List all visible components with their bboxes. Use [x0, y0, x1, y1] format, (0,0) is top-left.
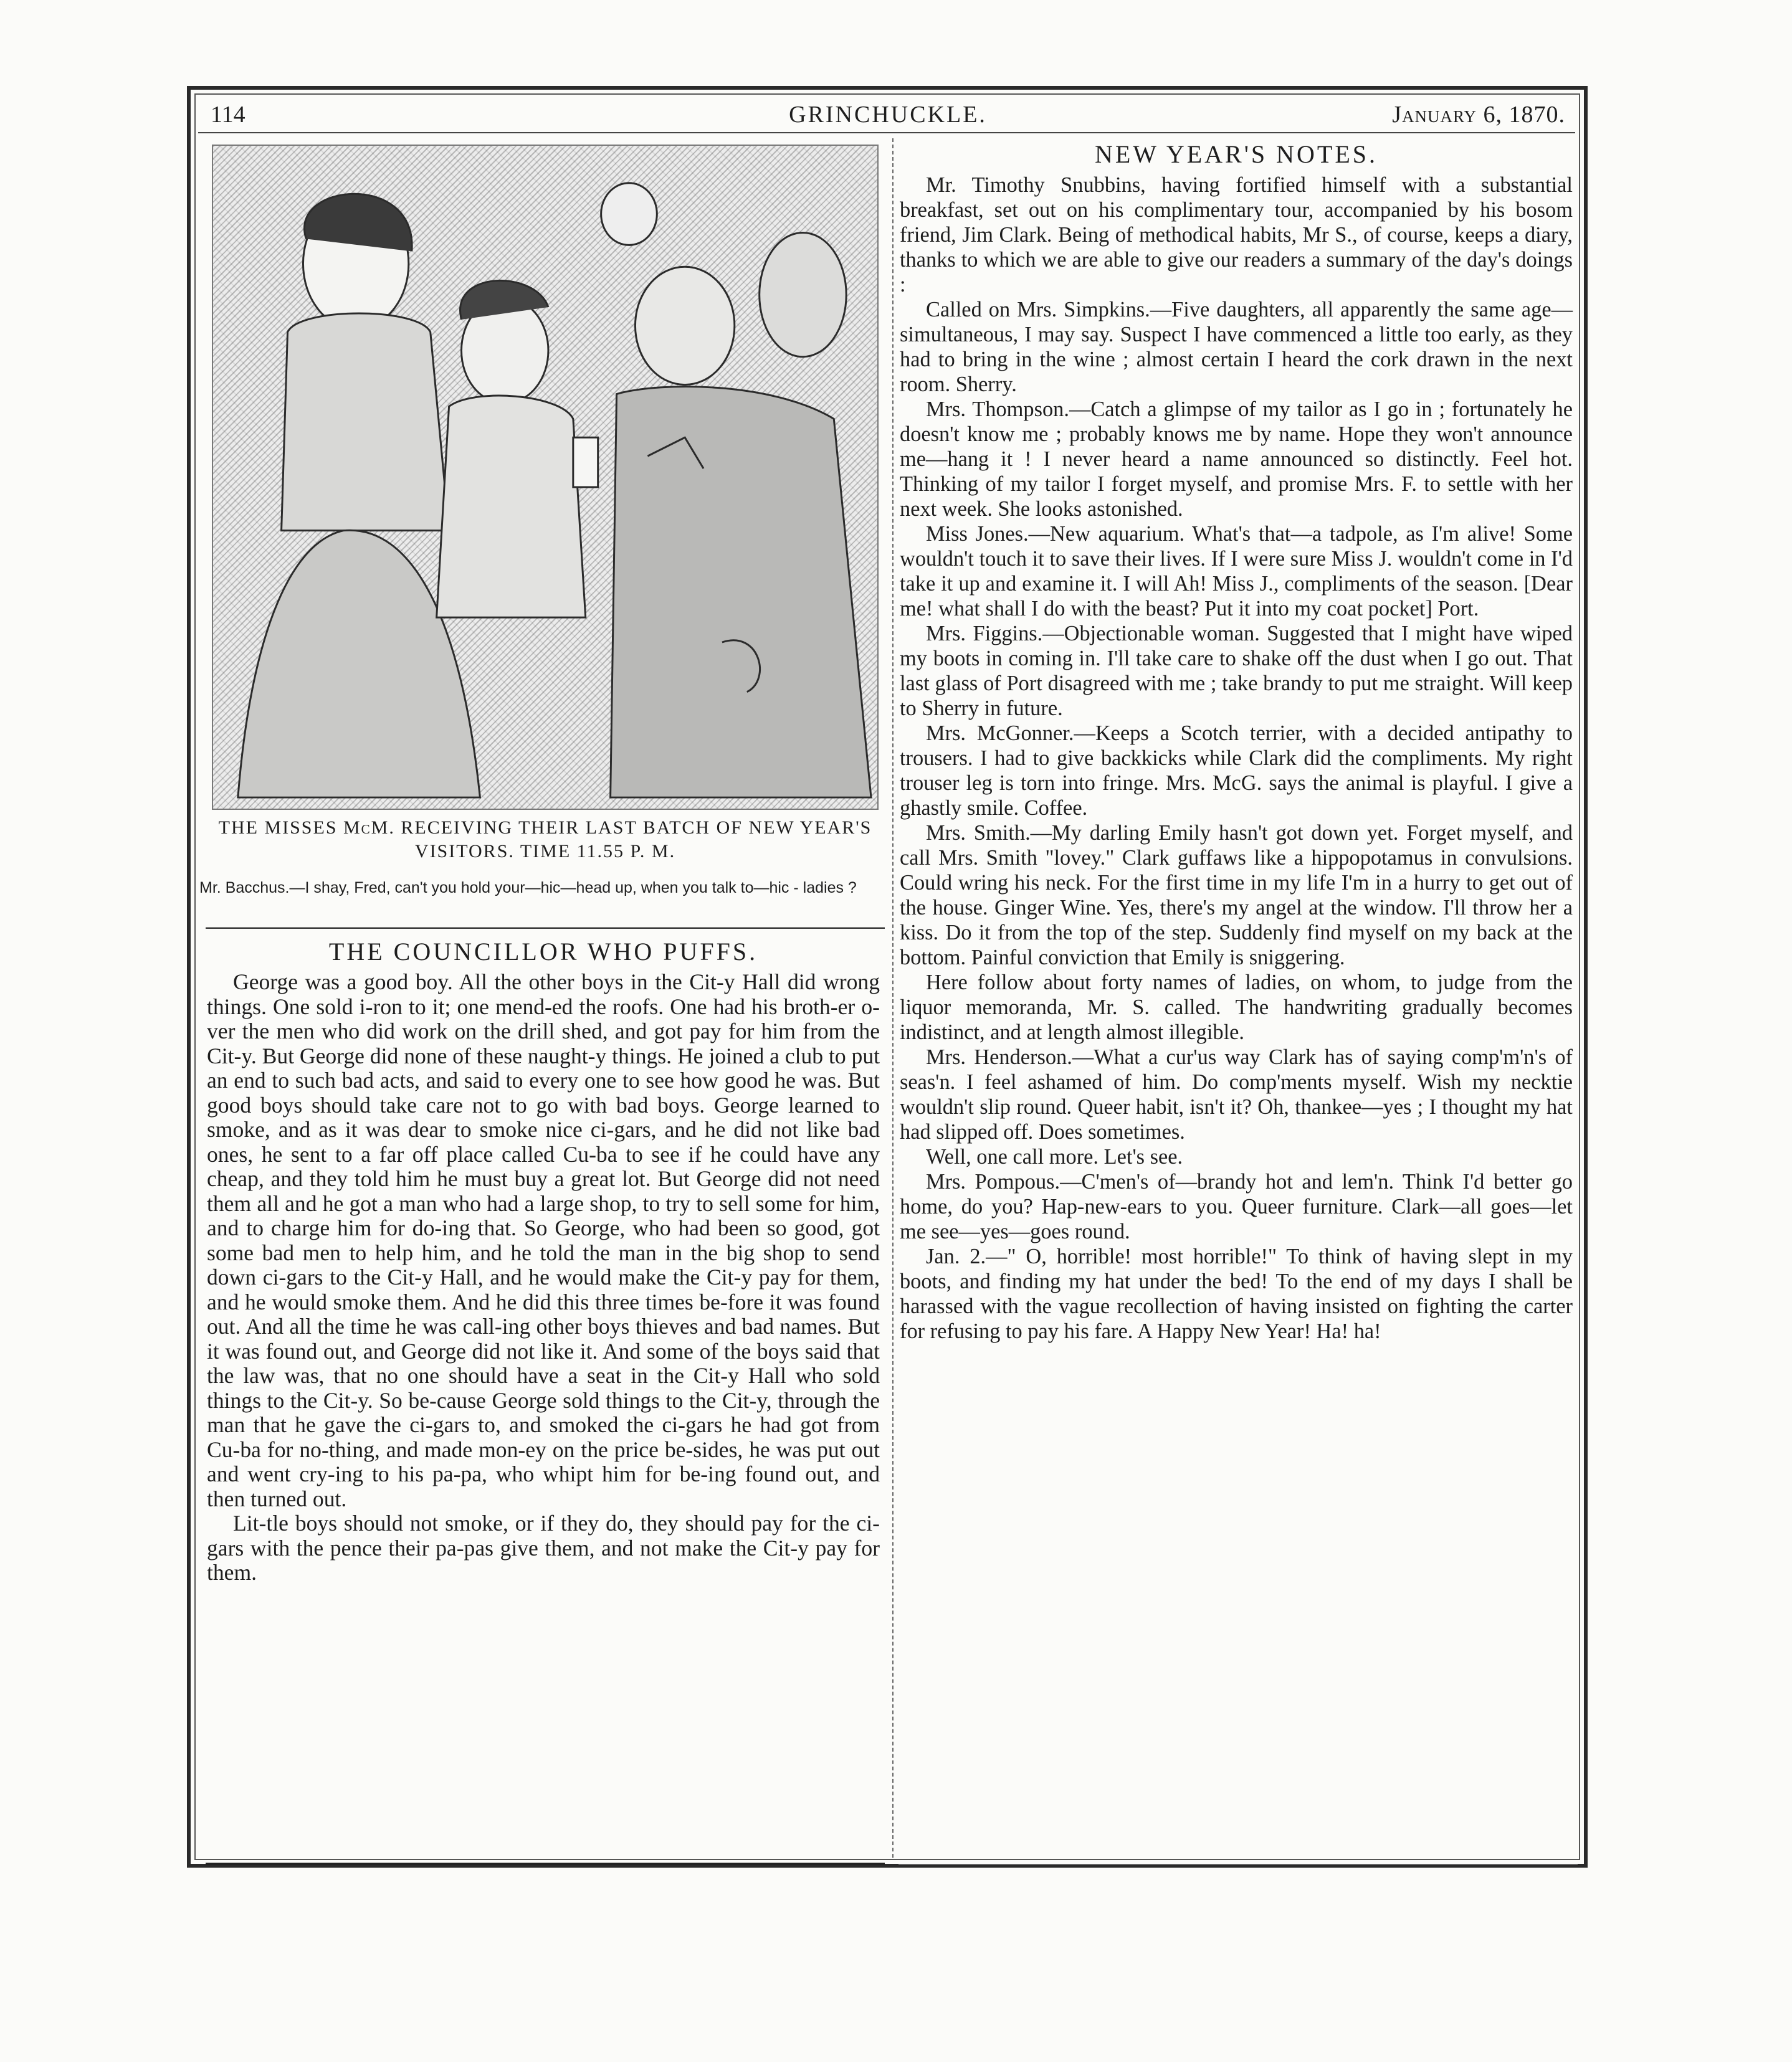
engraving-illustration: [212, 145, 879, 810]
paragraph: Lit-tle boys should not smoke, or if they do, they should pay for the ci-gars with the pence their pa-pas give them, and not make the Cit-y pay for them.: [207, 1511, 880, 1585]
publication-title: GRINCHUCKLE.: [789, 102, 987, 128]
paragraph: Mrs. Figgins.—Objectionable woman. Suggested that I might have wiped my boots in coming in. I'll take care to shake off the dust when I go out. That last glass of Port disagreed with me ; take brandy to put me straight. Will keep to Sherry in future.: [900, 622, 1573, 720]
paragraph: Well, one call more. Let's see.: [926, 1145, 1183, 1169]
paragraph: Jan. 2.—" O, horrible! most horrible!" To think of having slept in my boots, and finding my hat under the bed! To the end of my days I shall be harassed with the vague recollection of having insisted on fighting the carter for refusing to pay his fare. A Happy New Year! Ha! ha!: [900, 1245, 1573, 1343]
engraving-sketch: [213, 146, 877, 809]
article-body: [900, 173, 1573, 1344]
article-title: THE COUNCILLOR WHO PUFFS.: [328, 938, 758, 966]
page-header: [206, 98, 1570, 130]
paragraph: Mrs. Henderson.—What a cur'us way Clark has of saying comp'm'n's of seas'n. I feel ashamed of him. Do comp'ments myself. Wish my necktie wouldn't slip round. Queer habit, isn't it? Oh, thankee—yes ; I thought my hat had slipped off. Does sometimes.: [900, 1045, 1573, 1144]
right-column: [900, 140, 1573, 1344]
paragraph: Miss Jones.—New aquarium. What's that—a tadpole, as I'm alive! Some wouldn't touch it to save their lives. If I were sure Miss J. wouldn't come in I'd take it up and examine it. I will Ah! Miss J., compliments of the season. [Dear me! what shall I do with the beast? Put it into my coat pocket] Port.: [900, 522, 1573, 620]
paragraph: Mrs. McGonner.—Keeps a Scotch terrier, with a decided antipathy to trousers. I had to give backkicks while Clark did the compliments. My right trouser leg is torn into fringe. Mrs. McG. says the animal is playful. I give a ghastly smile. Coffee.: [900, 721, 1573, 820]
paragraph: George was a good boy. All the other boys in the Cit-y Hall did wrong things. One sold i-ron to it; one mend-ed the roofs. One had his broth-er o-ver the men who did work on the drill shed, and got pay for him from the Cit-y. But George did none of these naught-y things. He joined a club to put an end to such bad acts, and said to every one to see how good he was. But good boys should take care not to go with bad boys. George learned to smoke, and as it was dear to smoke nice ci-gars, and he did not like bad ones, he sent to a far off place called Cu-ba to see if he could have any cheap, and they told him he must buy a great lot. But George did not need them all and he got a man who had a large shop, to try to sell some for him, and to charge him for do-ing that. So George, who had been so good, got some bad men to help him, and he told the man in the big shop to send down ci-gars to the Cit-y Hall, and he would make the Cit-y pay for them, and he would smoke them. And he did this three times be-fore it was found out. And all the time he was call-ing other boys thieves and bad names. But it was found out, and George did not like it. And some of the boys said that the law was, that no one should have a seat in the Cit-y Hall who sold things to the Cit-y. So be-cause George sold things to the Cit-y, through the man that he gave the ci-gars to, and smoked the ci-gars he had got from Cu-ba for no-thing, and made mon-ey on the price be-sides, he was put out and went cry-ing to his pa-pa, who whipt him for be-ing found out, and then turned out.: [207, 969, 880, 1511]
article-title: NEW YEAR'S NOTES.: [1094, 140, 1378, 168]
page-number: 114: [211, 102, 245, 128]
column-divider: [892, 138, 894, 1858]
paragraph: Mrs. Pompous.—C'men's of—brandy hot and lem'n. Think I'd better go home, do you? Hap-new-ears to you. Queer furniture. Clark—all goes—let me see—yes—goes round.: [900, 1170, 1573, 1243]
paragraph: Mrs. Smith.—My darling Emily hasn't got down yet. Forget myself, and call Mrs. Smith "lovey." Clark guffaws like a hippopotamus in convulsions. Could wring his neck. For the first time in my life I'm in a hurry to get out of the house. Ginger Wine. Yes, there's my angel at the window. I'll throw her a kiss. Do it from the top of the step. Suddenly find myself on my back at the bottom. Painful conviction that Emily is sniggering.: [900, 821, 1573, 969]
article-body: [207, 970, 880, 1585]
left-column: [207, 938, 880, 1585]
illustration-dialogue: Mr. Bacchus.—I shay, Fred, can't you hold your—hic—head up, when you talk to—hic - ladies ?: [199, 879, 857, 896]
section-divider: [206, 927, 885, 929]
issue-date: January 6, 1870.: [1392, 102, 1565, 128]
column-end-rule: [898, 1864, 1578, 1865]
illustration-caption: THE MISSES McM. RECEIVING THEIR LAST BATCH OF NEW YEAR'S VISITORS. TIME 11.55 P. M.: [218, 817, 872, 862]
paragraph: Here follow about forty names of ladies, on whom, to judge from the liquor memoranda, Mr. S. called. The handwriting gradually becomes indistinct, and at length almost illegible.: [900, 971, 1573, 1044]
header-rule: [198, 132, 1575, 133]
paragraph: Called on Mrs. Simpkins.—Five daughters, all apparently the same age—simultaneous, I may say. Suspect I have commenced a little too early, as they had to bring in the wine ; almost certain I heard the cork drawn in the next room. Sherry.: [900, 298, 1573, 396]
paragraph: Mrs. Thompson.—Catch a glimpse of my tailor as I go in ; fortunately he doesn't know me ; probably knows me by name. Hope they won't announce me—hang it ! I never heard a name announced so distinctly. Feel hot. Thinking of my tailor I forget myself, and promise Mrs. F. to settle with her next week. She looks astonished.: [900, 397, 1573, 521]
footer-rule: [206, 1863, 885, 1865]
paragraph: Mr. Timothy Snubbins, having fortified himself with a substantial breakfast, set out on his complimentary tour, accompanied by his bosom friend, Jim Clark. Being of methodical habits, Mr S., of course, keeps a diary, thanks to which we are able to give our readers a summary of the day's doings :: [900, 173, 1573, 297]
